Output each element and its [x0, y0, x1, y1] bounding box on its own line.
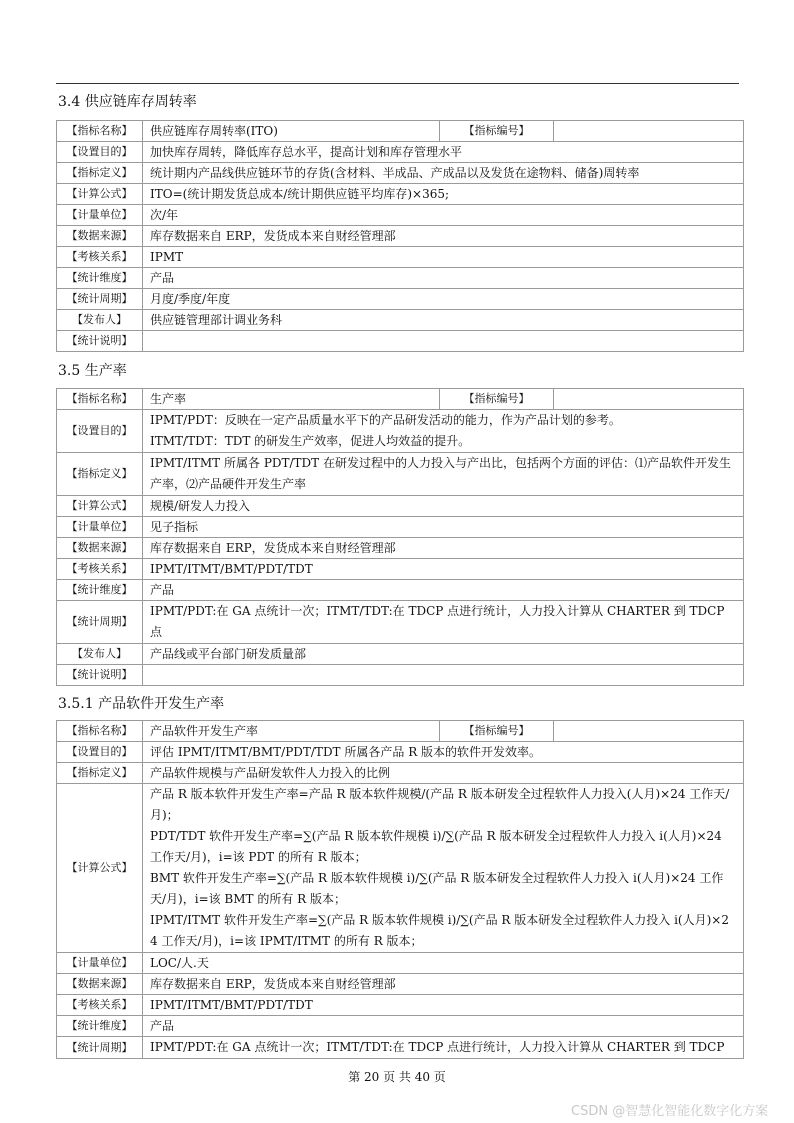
page-footer: 第 20 页 共 40 页	[348, 1070, 446, 1084]
field-label: 【统计维度】	[57, 268, 143, 289]
table-row	[57, 389, 744, 410]
table-row	[57, 121, 744, 142]
table-row	[57, 784, 744, 953]
field-label: 【统计说明】	[57, 665, 143, 686]
field-label: 【统计周期】	[57, 601, 143, 644]
field-value: 规模/研发人力投入	[143, 496, 744, 517]
table-row	[57, 1016, 744, 1037]
header-rule	[56, 83, 739, 84]
field-label: 【计算公式】	[57, 784, 143, 953]
field-label: 【计算公式】	[57, 184, 143, 205]
field-value: 产品软件开发生产率	[143, 721, 440, 742]
field-label: 【考核关系】	[57, 247, 143, 268]
field-label: 【计量单位】	[57, 517, 143, 538]
field-value: 库存数据来自 ERP，发货成本来自财经管理部	[143, 538, 744, 559]
table-row	[57, 995, 744, 1016]
field-value: 产品	[143, 268, 744, 289]
field-value: ITO=(统计期发货总成本/统计期供应链平均库存)×365;	[143, 184, 744, 205]
table-row	[57, 331, 744, 352]
field-label: 【计量单位】	[57, 205, 143, 226]
spec-table-software-productivity	[56, 720, 744, 1059]
field-label-code: 【指标编号】	[440, 389, 554, 410]
field-value: IPMT/PDT:在 GA 点统计一次；ITMT/TDT:在 TDCP 点进行统计，人力投入计算从 CHARTER 到 TDCP 点	[143, 601, 744, 644]
field-label: 【发布人】	[57, 644, 143, 665]
table-row	[57, 453, 744, 496]
table-row	[57, 580, 744, 601]
table-row	[57, 496, 744, 517]
field-value: IPMT/PDT：反映在一定产品质量水平下的产品研发活动的能力，作为产品计划的参考。 ITMT/TDT：TDT 的研发生产效率，促进人均效益的提升。	[143, 410, 744, 453]
field-value: IPMT/ITMT 所属各 PDT/TDT 在研发过程中的人力投入与产出比，包括两个方面的评估：⑴产品软件开发生产率，⑵产品硬件开发生产率	[143, 453, 744, 496]
field-label: 【考核关系】	[57, 995, 143, 1016]
field-value: 产品	[143, 1016, 744, 1037]
spec-table-productivity	[56, 388, 744, 686]
field-label: 【数据来源】	[57, 226, 143, 247]
field-label: 【统计维度】	[57, 1016, 143, 1037]
table-row	[57, 974, 744, 995]
table-row	[57, 410, 744, 453]
table-row	[57, 226, 744, 247]
table-row	[57, 205, 744, 226]
table-row	[57, 559, 744, 580]
field-value	[143, 331, 744, 352]
field-label: 【数据来源】	[57, 538, 143, 559]
field-value: IPMT/ITMT/BMT/PDT/TDT	[143, 995, 744, 1016]
field-value-code	[554, 389, 744, 410]
field-label: 【指标名称】	[57, 389, 143, 410]
field-label: 【数据来源】	[57, 974, 143, 995]
table-row	[57, 538, 744, 559]
section-heading-ito: 3.4 供应链库存周转率	[58, 94, 197, 110]
table-row	[57, 1037, 744, 1059]
field-value: 加快库存周转，降低库存总水平，提高计划和库存管理水平	[143, 142, 744, 163]
field-label: 【计算公式】	[57, 496, 143, 517]
field-label: 【计量单位】	[57, 953, 143, 974]
field-value: 供应链库存周转率(ITO)	[143, 121, 440, 142]
field-label: 【统计维度】	[57, 580, 143, 601]
table-row	[57, 184, 744, 205]
table-row	[57, 742, 744, 763]
spec-table-ito	[56, 120, 744, 352]
field-label: 【指标定义】	[57, 453, 143, 496]
field-value: 次/年	[143, 205, 744, 226]
field-label: 【统计说明】	[57, 331, 143, 352]
field-value: LOC/人.天	[143, 953, 744, 974]
field-value: 生产率	[143, 389, 440, 410]
table-row	[57, 247, 744, 268]
table-row	[57, 142, 744, 163]
field-value-code	[554, 121, 744, 142]
watermark: CSDN @智慧化智能化数字化方案	[571, 1104, 769, 1119]
table-row	[57, 953, 744, 974]
section-heading-software-productivity: 3.5.1 产品软件开发生产率	[58, 696, 225, 712]
field-label: 【指标定义】	[57, 163, 143, 184]
field-value: 产品 R 版本软件开发生产率=产品 R 版本软件规模/(产品 R 版本研发全过程软件人力投入(人月)×24 工作天/月)； PDT/TDT 软件开发生产率=∑(产品 R 版本软件规模 i)/∑(产品 R 版本研发全过程软件人力投入 i(人月)×24 工作天/月)，i=该 PDT 的所有 R 版本； BMT 软件开发生产率=∑(产品 R 版本软件规模 i)/∑(产品 R 版本研发全过程软件人力投入 i(人月)×24 工作天/月)，i=该 BMT 的所有 R 版本； IPMT/ITMT 软件开发生产率=∑(产品 R 版本软件规模 i)/∑(产品 R 版本研发全过程软件人力投入 i(人月)×24 工作天/月)，i=该 IPMT/ITMT 的所有 R 版本；	[143, 784, 744, 953]
table-row	[57, 163, 744, 184]
table-row	[57, 517, 744, 538]
field-value: 见子指标	[143, 517, 744, 538]
field-label-code: 【指标编号】	[440, 121, 554, 142]
field-value: 供应链管理部计调业务科	[143, 310, 744, 331]
field-label: 【发布人】	[57, 310, 143, 331]
field-label-code: 【指标编号】	[440, 721, 554, 742]
table-row	[57, 268, 744, 289]
section-heading-productivity: 3.5 生产率	[58, 363, 127, 379]
field-value: 库存数据来自 ERP，发货成本来自财经管理部	[143, 974, 744, 995]
table-row	[57, 644, 744, 665]
field-value: IPMT	[143, 247, 744, 268]
field-value: 评估 IPMT/ITMT/BMT/PDT/TDT 所属各产品 R 版本的软件开发效率。	[143, 742, 744, 763]
table-row	[57, 601, 744, 644]
table-row	[57, 289, 744, 310]
field-value: IPMT/ITMT/BMT/PDT/TDT	[143, 559, 744, 580]
field-label: 【指标名称】	[57, 121, 143, 142]
field-label: 【考核关系】	[57, 559, 143, 580]
field-label: 【统计周期】	[57, 289, 143, 310]
field-label: 【统计周期】	[57, 1037, 143, 1059]
table-row	[57, 665, 744, 686]
field-value	[143, 665, 744, 686]
table-row	[57, 763, 744, 784]
field-value: IPMT/PDT:在 GA 点统计一次；ITMT/TDT:在 TDCP 点进行统计，人力投入计算从 CHARTER 到 TDCP	[143, 1037, 744, 1059]
field-value: 产品	[143, 580, 744, 601]
field-label: 【设置目的】	[57, 742, 143, 763]
field-value: 库存数据来自 ERP，发货成本来自财经管理部	[143, 226, 744, 247]
field-label: 【设置目的】	[57, 410, 143, 453]
field-value: 产品线或平台部门研发质量部	[143, 644, 744, 665]
field-value: 产品软件规模与产品研发软件人力投入的比例	[143, 763, 744, 784]
field-value-code	[554, 721, 744, 742]
table-row	[57, 721, 744, 742]
table-row	[57, 310, 744, 331]
field-value: 月度/季度/年度	[143, 289, 744, 310]
field-label: 【指标名称】	[57, 721, 143, 742]
field-value: 统计期内产品线供应链环节的存货(含材料、半成品、产成品以及发货在途物料、储备)周转率	[143, 163, 744, 184]
field-label: 【指标定义】	[57, 763, 143, 784]
field-label: 【设置目的】	[57, 142, 143, 163]
